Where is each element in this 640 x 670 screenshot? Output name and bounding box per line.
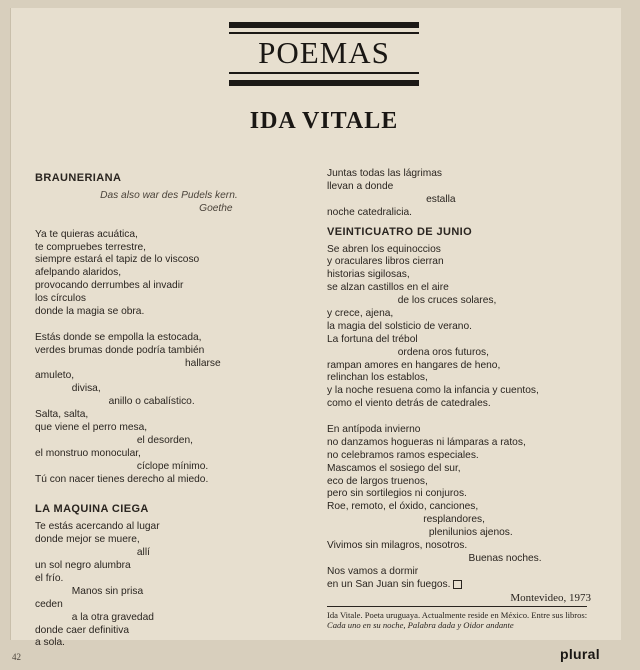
poem-title: LA MAQUINA CIEGA [35, 503, 149, 516]
poem-line: Vivimos sin milagros, nosotros. [327, 540, 468, 552]
poem-line: a la otra gravedad [35, 611, 154, 623]
poem-line: donde caer definitiva [35, 624, 130, 636]
poem-line: donde mejor se muere, [35, 534, 140, 546]
poem-line: la magia del solsticio de verano. [327, 320, 472, 332]
poem-line: Salta, salta, [35, 409, 89, 421]
poem-line: hallarse [35, 357, 221, 369]
author-bio: Ida Vitale. Poeta uruguaya. Actualmente reside en México. Entre sus libros: Cada uno en su noche, Palabra dada y Oidor andante [327, 610, 588, 631]
poem-body [35, 521, 325, 650]
poem-line: Roe, remoto, el óxido, canciones, [327, 501, 479, 513]
poem-body [327, 244, 617, 592]
stanza-break [35, 319, 325, 332]
poem-line: donde la magia se obra. [35, 306, 145, 318]
poem-line: llevan a donde [327, 180, 394, 192]
poem-line: Ya te quieras acuática, [35, 228, 138, 240]
poem-line: Mascamos el sosiego del sur, [327, 462, 461, 474]
poem-line: Estás donde se empolla la estocada, [35, 331, 202, 343]
poem-line: estalla [327, 193, 456, 205]
poem-line: pero sin sortilegios ni conjuros. [327, 488, 467, 500]
poem-line: siempre estará el tapiz de lo viscoso [35, 254, 200, 266]
poem-line: ordena oros futuros, [327, 346, 489, 358]
poem-line: y crece, ajena, [327, 308, 394, 320]
header-rule-thin-top [229, 32, 419, 34]
poem-title: BRAUNERIANA [35, 172, 122, 184]
poem-line: verdes brumas donde podría también [35, 344, 205, 356]
poem-line: Buenas noches. [327, 552, 542, 564]
poem-line: afelpando alaridos, [35, 267, 122, 279]
poem-line: a sola. [35, 637, 66, 649]
poem-line: que viene el perro mesa, [35, 422, 148, 434]
poem-title: VEINTICUATRO DE JUNIO [327, 225, 473, 238]
poem-line: cíclope mínimo. [35, 460, 209, 472]
poem-line: Manos sin prisa [35, 585, 144, 597]
bio-rule [327, 606, 587, 607]
header-rule-top [229, 22, 419, 28]
epigraph [35, 190, 325, 216]
poem-line: en un San Juan sin fuegos. [327, 579, 617, 592]
end-mark-icon [453, 580, 462, 589]
poem-line: plenilunios ajenos. [327, 527, 513, 539]
poem-line: y oraculares libros cierran [327, 256, 444, 268]
poem-line: amuleto, [35, 370, 75, 382]
poem-line: En antípoda invierno [327, 424, 421, 436]
section-title: POEMAS [258, 35, 390, 70]
poem-line: provocando derrumbes al invadir [35, 280, 184, 292]
page-number: 42 [12, 652, 21, 662]
magazine-page [10, 8, 621, 649]
poem-body [35, 229, 325, 487]
poem-line: como el viento detrás de catedrales. [327, 398, 491, 410]
poem-line: La fortuna del trébol [327, 333, 418, 345]
poem-line: el frío. [35, 572, 64, 584]
place-date: Montevideo, 1973 [510, 591, 591, 604]
header-rule-bottom [229, 80, 419, 86]
poem-line: anillo o cabalístico. [35, 396, 195, 408]
poem-line: no danzamos hogueras ni lámparas a ratos, [327, 436, 526, 448]
poem-line: Goethe [35, 202, 233, 214]
poem-line: el desorden, [35, 434, 193, 446]
poem-line: un sol negro alumbra [35, 560, 131, 572]
poem-line: rampan amores en hangares de heno, [327, 359, 501, 371]
poem-body-continued [327, 168, 617, 220]
poem-line: noche catedralicia. [327, 206, 412, 218]
poem-line: de los cruces solares, [327, 295, 497, 307]
poem-line: los círculos [35, 293, 86, 305]
author-name: IDA VITALE [249, 108, 399, 134]
poem-line: Tú con nacer tienes derecho al miedo. [35, 473, 209, 485]
poem-line: relinchan los establos, [327, 372, 428, 384]
poem-line: el monstruo monocular, [35, 447, 141, 459]
poem-line: Te estás acercando al lugar [35, 521, 160, 533]
header-rule-thin-bottom [229, 72, 419, 74]
poem-line: y la noche resuena como la infancia y cuentos, [327, 385, 539, 397]
poem-line: te compruebes terrestre, [35, 241, 146, 253]
poem-line: divisa, [35, 383, 101, 395]
poem-line: no celebramos ramos especiales. [327, 449, 479, 461]
poem-line: Das also war des Pudels kern. [35, 190, 238, 201]
column-right [327, 168, 617, 605]
poem-line: Nos vamos a dormir [327, 565, 419, 577]
poem-line: eco de largos truenos, [327, 475, 428, 487]
column-left [35, 168, 325, 650]
poem-line: Juntas todas las lágrimas [327, 168, 442, 179]
poem-line: historias sigilosas, [327, 269, 410, 281]
poem-line: ceden [35, 598, 63, 610]
poem-line: resplandores, [327, 514, 485, 526]
poem-line: Se abren los equinoccios [327, 243, 441, 255]
poem-line: se alzan castillos en el aire [327, 282, 449, 294]
plural-logo: plural [560, 646, 600, 662]
stanza-break [327, 411, 617, 424]
poem-line: allí [35, 547, 150, 559]
